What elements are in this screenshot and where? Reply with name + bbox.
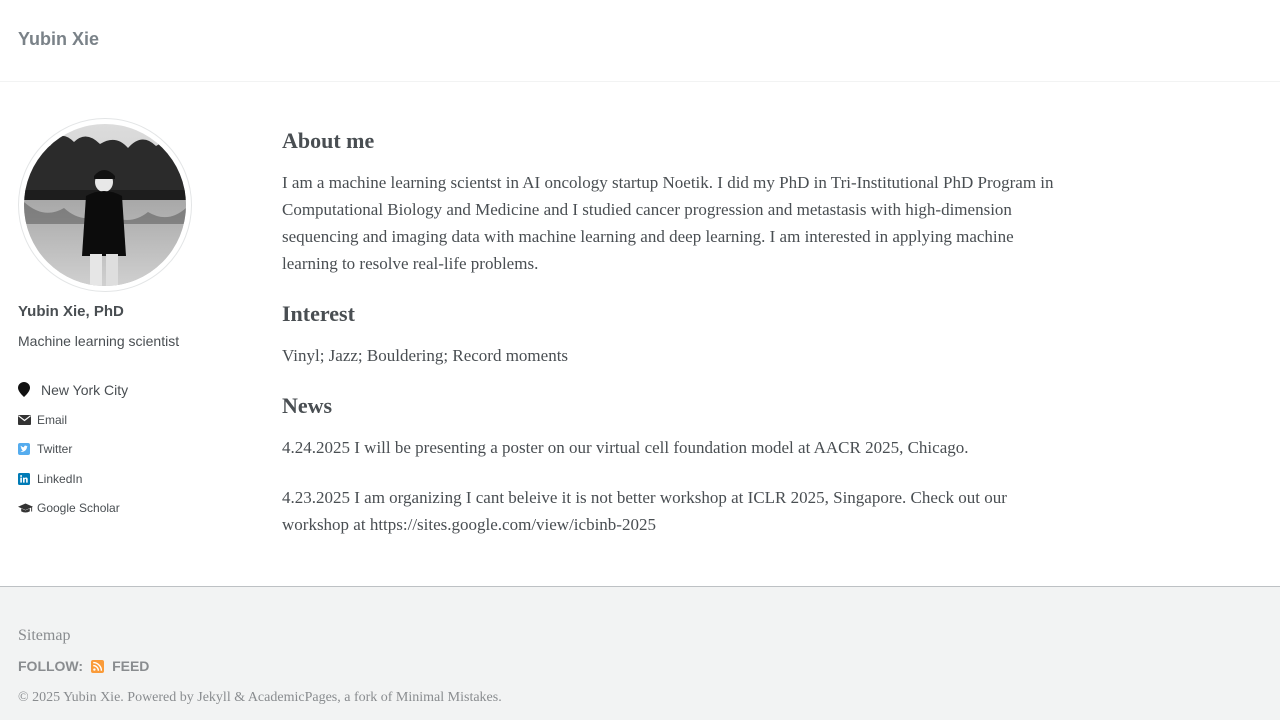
interest-text: Vinyl; Jazz; Bouldering; Record moments [282, 345, 569, 365]
map-marker-icon [18, 382, 33, 397]
page-footer [0, 586, 1280, 720]
author-links-list [18, 374, 128, 523]
follow-bar [18, 658, 149, 674]
twitter-link[interactable]: Twitter [37, 442, 73, 457]
copyright-text: © 2025 Yubin Xie. Powered by Jekyll & AcademicPages, a fork of Minimal Mistakes. [18, 690, 502, 705]
author-link-twitter[interactable] [18, 435, 128, 465]
author-link-google-scholar[interactable] [18, 494, 128, 524]
masthead [0, 0, 1280, 82]
linkedin-link[interactable]: LinkedIn [37, 471, 83, 486]
author-link-linkedin[interactable] [18, 464, 128, 494]
location-label: New York City [41, 381, 129, 398]
follow-label: FOLLOW: [18, 658, 84, 674]
news-item: 4.24.2025 I will be presenting a poster on our virtual cell foundation model at AACR 2025, Chicago. [282, 438, 969, 458]
sitemap-link[interactable]: Sitemap [18, 627, 71, 644]
author-location [18, 374, 128, 405]
author-avatar [18, 118, 192, 292]
graduation-cap-icon [18, 501, 33, 516]
rss-icon [91, 659, 106, 674]
avatar-photo [24, 124, 186, 286]
interest-heading: Interest [282, 300, 355, 326]
google-scholar-link[interactable]: Google Scholar [37, 501, 120, 516]
about-text: I am a machine learning scientst in AI oncology startup Noetik. I did my PhD in Tri-Institutional PhD Program in Computational Biology and Medicine and I studied cancer progression and metastasis with high-dimension sequencing and imaging data with machine learning and deep learning. I am interested in applying machine learning to resolve real-life problems. [282, 172, 1054, 273]
feed-label: FEED [112, 658, 150, 674]
author-bio: Machine learning scientist [18, 333, 180, 349]
site-title-link[interactable]: Yubin Xie [18, 29, 100, 49]
feed-link[interactable] [91, 658, 149, 674]
linkedin-icon [18, 471, 33, 486]
about-heading: About me [282, 128, 375, 153]
author-name: Yubin Xie, PhD [18, 303, 124, 320]
page-content [282, 126, 1062, 538]
news-heading: News [282, 392, 333, 418]
author-link-email[interactable] [18, 405, 128, 435]
news-item: 4.23.2025 I am organizing I cant beleive it is not better workshop at ICLR 2025, Singapore. Check out our workshop at https://sites.google.com/view/icbinb-2025 [282, 488, 1007, 535]
twitter-icon [18, 442, 33, 457]
email-link[interactable]: Email [37, 412, 68, 427]
envelope-icon [18, 412, 33, 427]
